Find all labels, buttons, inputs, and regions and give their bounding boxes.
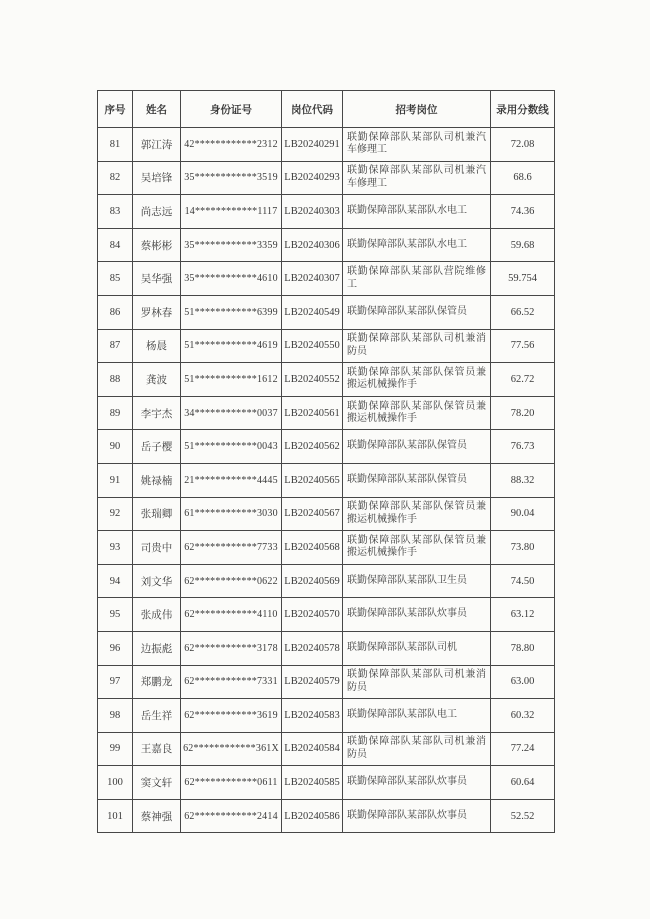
col-header-index: 序号 — [98, 91, 133, 128]
cell-code: LB20240578 — [282, 631, 343, 665]
cell-code: LB20240550 — [282, 329, 343, 363]
cell-name: 杨晨 — [133, 329, 181, 363]
cell-name: 蔡彬彬 — [133, 228, 181, 262]
cell-id: 61************3030 — [181, 497, 282, 531]
cell-id: 35************4610 — [181, 262, 282, 296]
cell-score: 63.12 — [491, 598, 555, 632]
cell-position: 联勤保障部队某部队司机兼消防员 — [343, 732, 491, 766]
cell-id: 51************0043 — [181, 430, 282, 464]
cell-position: 联勤保障部队某部队炊事员 — [343, 766, 491, 800]
cell-id: 51************1612 — [181, 363, 282, 397]
cell-index: 83 — [98, 195, 133, 229]
cell-id: 14************1117 — [181, 195, 282, 229]
cell-score: 59.68 — [491, 228, 555, 262]
table-body — [98, 128, 555, 833]
cell-index: 94 — [98, 564, 133, 598]
cell-name: 尚志远 — [133, 195, 181, 229]
cell-name: 吴培锋 — [133, 161, 181, 195]
cell-index: 85 — [98, 262, 133, 296]
table-row — [98, 363, 555, 397]
cell-name: 司贵中 — [133, 531, 181, 565]
cell-index: 89 — [98, 396, 133, 430]
table-row — [98, 396, 555, 430]
cell-position: 联勤保障部队某部队水电工 — [343, 228, 491, 262]
cell-id: 35************3359 — [181, 228, 282, 262]
cell-score: 78.20 — [491, 396, 555, 430]
cell-position: 联勤保障部队某部队水电工 — [343, 195, 491, 229]
table-row — [98, 329, 555, 363]
cell-position: 联勤保障部队某部队保管员 — [343, 295, 491, 329]
cell-position: 联勤保障部队某部队保管员兼搬运机械操作手 — [343, 363, 491, 397]
cell-code: LB20240552 — [282, 363, 343, 397]
cell-code: LB20240565 — [282, 463, 343, 497]
cell-position: 联勤保障部队某部队保管员 — [343, 463, 491, 497]
cell-score: 74.36 — [491, 195, 555, 229]
cell-name: 边振彪 — [133, 631, 181, 665]
cell-name: 王嘉良 — [133, 732, 181, 766]
table-row — [98, 262, 555, 296]
cell-index: 100 — [98, 766, 133, 800]
cell-index: 97 — [98, 665, 133, 699]
cell-code: LB20240549 — [282, 295, 343, 329]
cell-id: 62************0611 — [181, 766, 282, 800]
cell-score: 74.50 — [491, 564, 555, 598]
header-row — [98, 91, 555, 128]
table-row — [98, 161, 555, 195]
cell-index: 93 — [98, 531, 133, 565]
cell-position: 联勤保障部队某部队司机兼汽车修理工 — [343, 161, 491, 195]
table-row — [98, 128, 555, 162]
cell-name: 李宇杰 — [133, 396, 181, 430]
cell-index: 92 — [98, 497, 133, 531]
cell-code: LB20240579 — [282, 665, 343, 699]
cell-index: 99 — [98, 732, 133, 766]
col-header-code: 岗位代码 — [282, 91, 343, 128]
table-row — [98, 564, 555, 598]
cell-name: 吴华强 — [133, 262, 181, 296]
cell-index: 82 — [98, 161, 133, 195]
cell-code: LB20240584 — [282, 732, 343, 766]
cell-score: 88.32 — [491, 463, 555, 497]
cell-position: 联勤保障部队某部队电工 — [343, 699, 491, 733]
cell-position: 联勤保障部队某部队保管员兼搬运机械操作手 — [343, 396, 491, 430]
cell-position: 联勤保障部队某部队司机兼汽车修理工 — [343, 128, 491, 162]
cell-name: 岳生祥 — [133, 699, 181, 733]
cell-position: 联勤保障部队某部队营院维修工 — [343, 262, 491, 296]
cell-position: 联勤保障部队某部队炊事员 — [343, 598, 491, 632]
recruitment-score-table — [97, 90, 555, 833]
cell-index: 98 — [98, 699, 133, 733]
cell-code: LB20240561 — [282, 396, 343, 430]
cell-score: 76.73 — [491, 430, 555, 464]
table-row — [98, 228, 555, 262]
table-row — [98, 463, 555, 497]
cell-score: 52.52 — [491, 799, 555, 833]
cell-score: 60.64 — [491, 766, 555, 800]
table-row — [98, 766, 555, 800]
col-header-name: 姓名 — [133, 91, 181, 128]
cell-id: 62************0622 — [181, 564, 282, 598]
cell-code: LB20240568 — [282, 531, 343, 565]
table-row — [98, 631, 555, 665]
cell-index: 87 — [98, 329, 133, 363]
cell-score: 60.32 — [491, 699, 555, 733]
cell-index: 86 — [98, 295, 133, 329]
cell-name: 张瑞卿 — [133, 497, 181, 531]
cell-id: 62************4110 — [181, 598, 282, 632]
cell-position: 联勤保障部队某部队炊事员 — [343, 799, 491, 833]
cell-id: 35************3519 — [181, 161, 282, 195]
cell-index: 90 — [98, 430, 133, 464]
cell-name: 蔡神强 — [133, 799, 181, 833]
cell-id: 21************4445 — [181, 463, 282, 497]
cell-position: 联勤保障部队某部队保管员兼搬运机械操作手 — [343, 531, 491, 565]
cell-id: 62************7331 — [181, 665, 282, 699]
cell-index: 81 — [98, 128, 133, 162]
table-row — [98, 531, 555, 565]
table-row — [98, 699, 555, 733]
cell-id: 62************361X — [181, 732, 282, 766]
cell-position: 联勤保障部队某部队卫生员 — [343, 564, 491, 598]
cell-position: 联勤保障部队某部队司机兼消防员 — [343, 665, 491, 699]
table-row — [98, 497, 555, 531]
col-header-score: 录用分数线 — [491, 91, 555, 128]
cell-code: LB20240586 — [282, 799, 343, 833]
cell-name: 张成伟 — [133, 598, 181, 632]
cell-code: LB20240569 — [282, 564, 343, 598]
cell-index: 96 — [98, 631, 133, 665]
cell-name: 窦文轩 — [133, 766, 181, 800]
cell-id: 34************0037 — [181, 396, 282, 430]
table-header — [98, 91, 555, 128]
cell-code: LB20240293 — [282, 161, 343, 195]
cell-score: 90.04 — [491, 497, 555, 531]
cell-index: 88 — [98, 363, 133, 397]
cell-name: 岳子樱 — [133, 430, 181, 464]
cell-score: 62.72 — [491, 363, 555, 397]
table-row — [98, 598, 555, 632]
cell-id: 62************3178 — [181, 631, 282, 665]
table-row — [98, 732, 555, 766]
cell-score: 72.08 — [491, 128, 555, 162]
cell-code: LB20240567 — [282, 497, 343, 531]
cell-name: 龚波 — [133, 363, 181, 397]
cell-code: LB20240570 — [282, 598, 343, 632]
cell-code: LB20240583 — [282, 699, 343, 733]
table-row — [98, 799, 555, 833]
cell-score: 66.52 — [491, 295, 555, 329]
cell-score: 63.00 — [491, 665, 555, 699]
cell-name: 姚禄楠 — [133, 463, 181, 497]
cell-code: LB20240562 — [282, 430, 343, 464]
cell-index: 84 — [98, 228, 133, 262]
cell-id: 62************7733 — [181, 531, 282, 565]
cell-name: 刘文华 — [133, 564, 181, 598]
cell-position: 联勤保障部队某部队保管员兼搬运机械操作手 — [343, 497, 491, 531]
cell-code: LB20240307 — [282, 262, 343, 296]
document-page — [97, 90, 555, 833]
cell-id: 62************2414 — [181, 799, 282, 833]
table-row — [98, 430, 555, 464]
cell-position: 联勤保障部队某部队司机兼消防员 — [343, 329, 491, 363]
cell-score: 59.754 — [491, 262, 555, 296]
cell-id: 42************2312 — [181, 128, 282, 162]
cell-index: 91 — [98, 463, 133, 497]
cell-name: 郑鹏龙 — [133, 665, 181, 699]
cell-name: 郭江涛 — [133, 128, 181, 162]
cell-id: 51************6399 — [181, 295, 282, 329]
cell-code: LB20240306 — [282, 228, 343, 262]
table-row — [98, 195, 555, 229]
cell-position: 联勤保障部队某部队司机 — [343, 631, 491, 665]
cell-score: 73.80 — [491, 531, 555, 565]
cell-index: 101 — [98, 799, 133, 833]
cell-score: 78.80 — [491, 631, 555, 665]
cell-name: 罗林春 — [133, 295, 181, 329]
table-row — [98, 665, 555, 699]
table-row — [98, 295, 555, 329]
cell-score: 77.56 — [491, 329, 555, 363]
cell-position: 联勤保障部队某部队保管员 — [343, 430, 491, 464]
cell-code: LB20240291 — [282, 128, 343, 162]
cell-index: 95 — [98, 598, 133, 632]
col-header-id: 身份证号 — [181, 91, 282, 128]
cell-score: 68.6 — [491, 161, 555, 195]
cell-id: 51************4619 — [181, 329, 282, 363]
cell-score: 77.24 — [491, 732, 555, 766]
cell-code: LB20240303 — [282, 195, 343, 229]
cell-id: 62************3619 — [181, 699, 282, 733]
cell-code: LB20240585 — [282, 766, 343, 800]
col-header-position: 招考岗位 — [343, 91, 491, 128]
